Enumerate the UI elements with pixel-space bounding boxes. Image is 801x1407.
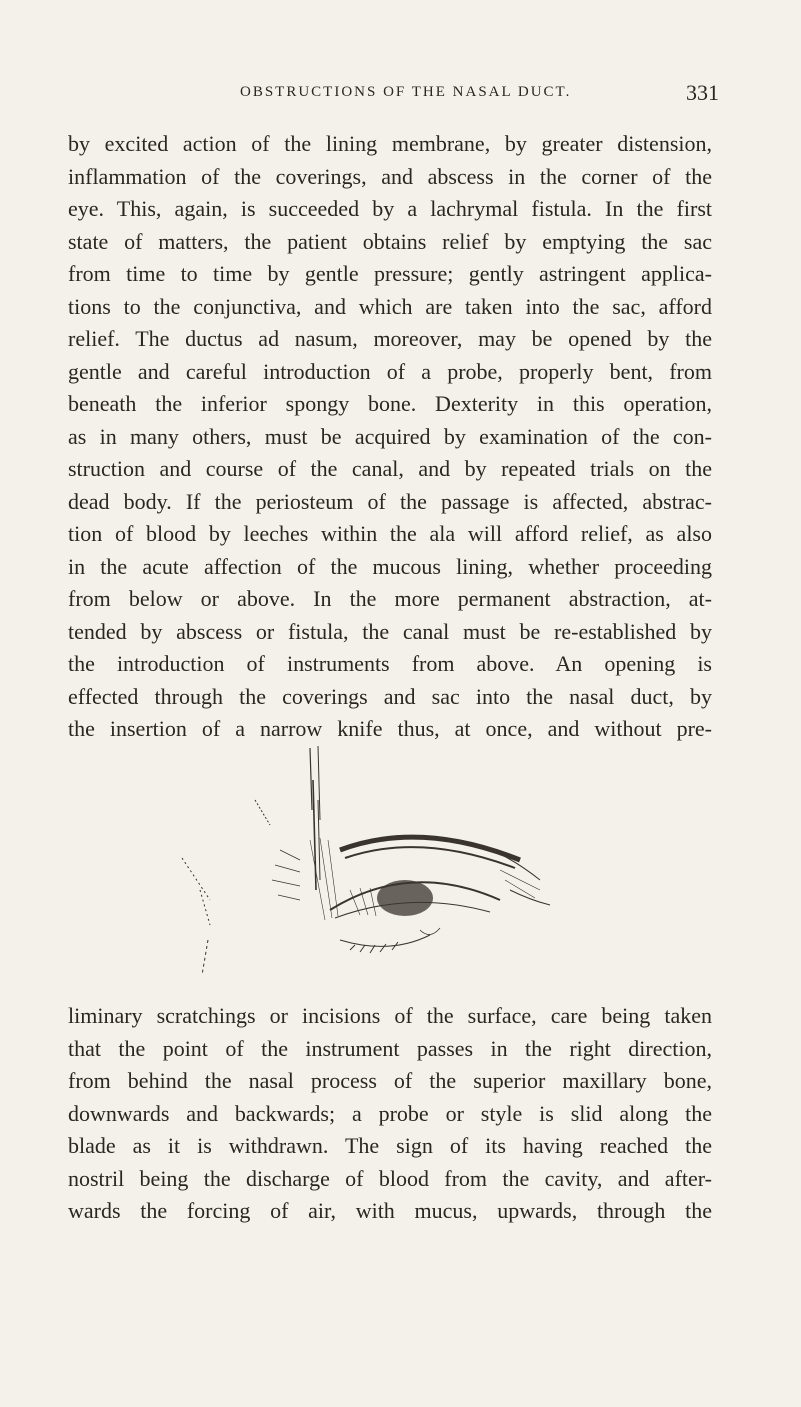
- text-line: state of matters, the patient obtains relief by emptying the sac: [68, 228, 712, 254]
- text-line: gentle and careful introduction of a probe, properly bent, from: [68, 358, 712, 384]
- text-line: eye. This, again, is succeeded by a lachrymal fistula. In the first: [68, 196, 712, 221]
- text-line: from time to time by gentle pressure; gently astringent applica-: [68, 261, 712, 286]
- text-line: in the acute affection of the mucous lining, whether proceeding: [68, 553, 712, 579]
- engraving-figure: [160, 740, 620, 980]
- running-title: OBSTRUCTIONS OF THE NASAL DUCT.: [240, 84, 572, 100]
- text-line: tion of blood by leeches within the ala will afford relief, as also: [68, 521, 712, 546]
- text-line: nostril being the discharge of blood from the cavity, and after-: [68, 1165, 712, 1191]
- eye-knife-illustration: [160, 740, 620, 980]
- text-line: tended by abscess or fistula, the canal must be re-established by: [68, 618, 712, 644]
- text-line: tions to the conjunctiva, and which are taken into the sac, afford: [68, 293, 712, 319]
- text-line: the insertion of a narrow knife thus, at once, and without pre-: [68, 716, 712, 741]
- text-line: blade as it is withdrawn. The sign of its having reached the: [68, 1133, 712, 1158]
- text-line: that the point of the instrument passes in the right direction,: [68, 1035, 712, 1061]
- text-line: downwards and backwards; a probe or style is slid along the: [68, 1100, 712, 1126]
- text-line: relief. The ductus ad nasum, moreover, may be opened by the: [68, 326, 712, 351]
- text-line: dead body. If the periosteum of the passage is affected, abstrac-: [68, 488, 712, 514]
- text-line: inflammation of the coverings, and abscess in the corner of the: [68, 163, 712, 189]
- page-header: [0, 80, 801, 114]
- text-line: by excited action of the lining membrane, by greater distension,: [68, 131, 712, 156]
- text-line: as in many others, must be acquired by examination of the con-: [68, 423, 712, 449]
- text-line: the introduction of instruments from above. An opening is: [68, 651, 712, 676]
- paragraph-1: [68, 128, 712, 746]
- text-line: effected through the coverings and sac into the nasal duct, by: [68, 683, 712, 709]
- text-line: struction and course of the canal, and by repeated trials on the: [68, 456, 712, 481]
- page-number: 331: [686, 80, 719, 105]
- text-line: from below or above. In the more permanent abstraction, at-: [68, 586, 712, 611]
- text-line: beneath the inferior spongy bone. Dexterity in this operation,: [68, 391, 712, 416]
- text-line: wards the forcing of air, with mucus, upwards, through the: [68, 1198, 712, 1223]
- paragraph-2: [68, 1000, 712, 1228]
- text-line: liminary scratchings or incisions of the surface, care being taken: [68, 1003, 712, 1028]
- text-line: from behind the nasal process of the superior maxillary bone,: [68, 1068, 712, 1093]
